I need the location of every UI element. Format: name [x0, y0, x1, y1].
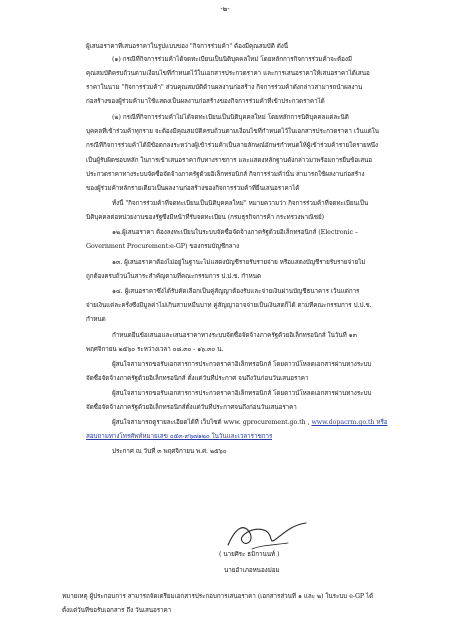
clause-14-line: กำหนด	[86, 316, 106, 323]
clause-2-line: บุคคลที่เข้าร่วมค้าทุกราย จะต้องมีคุณสมบัติครบถ้วนตามเงื่อนไขที่กำหนดไว้ในเอกสารประกวดราคา เว้นแต่ใน	[86, 128, 379, 135]
clause-1-line: (๑) กรณีที่กิจการร่วมค้าได้จดทะเบียนเป็นนิติบุคคลใหม่ โดยหลักการกิจการร่วมค้าจะต้องมี	[112, 56, 352, 63]
announce-date: ประกาศ ณ วันที่ ๓ พฤศจิกายน พ.ศ. ๒๕๖๐	[112, 448, 227, 455]
schedule-line: กำหนดยื่นข้อเสนอและเสนอราคาทางระบบจัดซื้อจัดจ้างภาครัฐด้วยอิเล็กทรอนิกส์ ในวันที่ ๑๓	[112, 332, 357, 339]
contact-line	[112, 418, 388, 427]
contact-prefix: ผู้สนใจสามารถดูรายละเอียดได้ที่ เว็บไซต์ www. gprocurement.go.th ,	[112, 419, 312, 426]
clause-12-line: Government Procurement:e-GP) ของกรมบัญชีกลาง	[86, 243, 240, 250]
signer-name: ( นายศิระ ธมิกานนท์ )	[219, 551, 280, 558]
clause-both-line: นิติบุคคลต่อหน่วยงานของรัฐซึ่งมีหน้าที่รับจดทะเบียน (กรมธุรกิจการค้า กระทรวงพาณิชย์)	[86, 214, 325, 221]
clause-1-line: คุณสมบัติครบถ้วนตามเงื่อนไขที่กำหนดไว้ในเอกสารประกวดราคา และการเสนอราคาให้เสนอราคาได้เสนอ	[86, 70, 370, 77]
clause-14-line: จ่ายเงินแต่ละครั้งซึ่งมีมูลค่าไม่เกินสามหมื่นบาท คู่สัญญาอาจจ่ายเป็นเงินสดก็ได้ ตามที่คณะกรรมการ ป.ป.ช.	[86, 302, 372, 309]
clause-14-line: ๑๔. ผู้เสนอราคาซึ่งได้รับคัดเลือกเป็นคู่สัญญาต้องรับและจ่ายเงินผ่านบัญชีธนาคาร เว้นแต่การ	[112, 288, 360, 295]
signer-title: นายอำเภอหนองม่อม	[224, 567, 280, 574]
download-1-line: จัดซื้อจัดจ้างภาครัฐด้วยอิเล็กทรอนิกส์ ตั้งแต่วันที่ประกาศ จนถึงวันก่อนวันเสนอราคา	[86, 375, 309, 382]
note-line: หมายเหตุ ผู้ประกอบการ สามารถจัดเตรียมเอกสารประกอบการเสนอราคา (เอกสารส่วนที่ ๑ และ ๒) ในระบบ e-GP ได้	[62, 593, 374, 600]
clause-2-line: กรณีที่กิจการร่วมค้าได้มีข้อตกลงระหว่างผู้เข้าร่วมค้าเป็นลายลักษณ์อักษรกำหนดให้ผู้เข้าร่วมค้ารายใดรายหนึ่ง	[86, 142, 379, 149]
download-1-line: ผู้สนใจสามารถขอรับเอกสารการประกวดราคาอิเล็กทรอนิกส์ โดยดาวน์โหลดเอกสารผ่านทางระบบ	[112, 361, 372, 368]
contact-phone-line	[86, 432, 272, 441]
schedule-line: พฤศจิกายน ๒๕๖๐ ระหว่างเวลา ๐๘.๓๐ - ๑๖.๓๐ น.	[86, 346, 224, 353]
page-number: -๒-	[220, 5, 230, 13]
clause-2-line: (๒) กรณีที่กิจการร่วมค้าไม่ได้จดทะเบียนเป็นนิติบุคคลใหม่ โดยหลักการนิติบุคคลแต่ละนิติ	[112, 114, 349, 121]
clause-13-line: ๑๓. ผู้เสนอราคาต้องไม่อยู่ในฐานะไม่แสดงบัญชีรายรับรายจ่าย หรือแสดงบัญชีรายรับรายจ่ายไม่	[112, 259, 366, 266]
note-line: ตั้งแต่วันที่ขอรับเอกสาร ถึง วันเสนอราคา	[62, 607, 172, 614]
clause-13-line: ถูกต้องครบถ้วนในสาระสำคัญตามที่คณะกรรมการ ป.ป.ช. กำหนด	[86, 273, 261, 280]
website-link[interactable]: www.dopacrm.go.th หรือ	[311, 419, 388, 426]
phone-link[interactable]: สอบถามทางโทรศัพท์หมายเลข ๐๕๓-๙๖๗๑๒๐ ในวันและเวลาราชการ	[86, 433, 273, 440]
download-2-line: จัดซื้อจัดจ้างภาครัฐด้วยอิเล็กทรอนิกส์ตั้งแต่วันที่ประกาศจนถึงก่อนวันเสนอราคา	[86, 404, 297, 411]
intro-line: ผู้เสนอราคาที่เสนอราคาในรูปแบบของ "กิจการร่วมค้า" ต้องมีคุณสมบัติ ดังนี้	[86, 43, 289, 50]
clause-both-line: ทั้งนี้ "กิจการร่วมค้าที่จดทะเบียนเป็นนิติบุคคลใหม่" หมายความว่า กิจการร่วมค้าที่จดทะเบียนเป็น	[112, 200, 369, 207]
clause-2-line: ของผู้ร่วมค้าหลักรายเดียวเป็นผลงานก่อสร้างของกิจการร่วมค้าที่ยื่นเสนอราคาได้	[86, 185, 300, 192]
clause-12-line: ๑๒.ผู้เสนอราคา ต้องลงทะเบียนในระบบจัดซื้อจัดจ้างภาครัฐด้วยอิเล็กทรอนิกส์ (Electronic –	[112, 229, 358, 236]
clause-1-line: ราคาในนาม "กิจการร่วมค้า" ส่วนคุณสมบัติด้านผลงานก่อสร้าง กิจการร่วมค้าดังกล่าวสามารถนำผลงาน	[86, 84, 363, 91]
download-2-line: ผู้สนใจสามารถขอรับเอกสารการประกวดราคาอิเล็กทรอนิกส์ โดยดาวน์โหลดเอกสารผ่านทางระบบ	[112, 390, 372, 397]
clause-2-line: เป็นผู้รับผิดชอบหลัก ในการเข้าเสนอราคากับทางราชการ และแสดงหลักฐานดังกล่าวมาพร้อมการยื่นข้อเสนอ	[86, 157, 373, 164]
clause-1-line: ก่อสร้างของผู้ร่วมค้ามาใช้แสดงเป็นผลงานก่อสร้างของกิจการร่วมค้าที่เข้าประกวดราคาได้	[86, 98, 325, 105]
clause-2-line: ประกวดราคาทางระบบจัดซื้อจัดจ้างภาครัฐด้วยอิเล็กทรอนิกส์ กิจการร่วมค้านั้น สามารถใช้ผลงานก่อสร้าง	[86, 171, 365, 178]
handwritten-signature	[222, 515, 312, 555]
